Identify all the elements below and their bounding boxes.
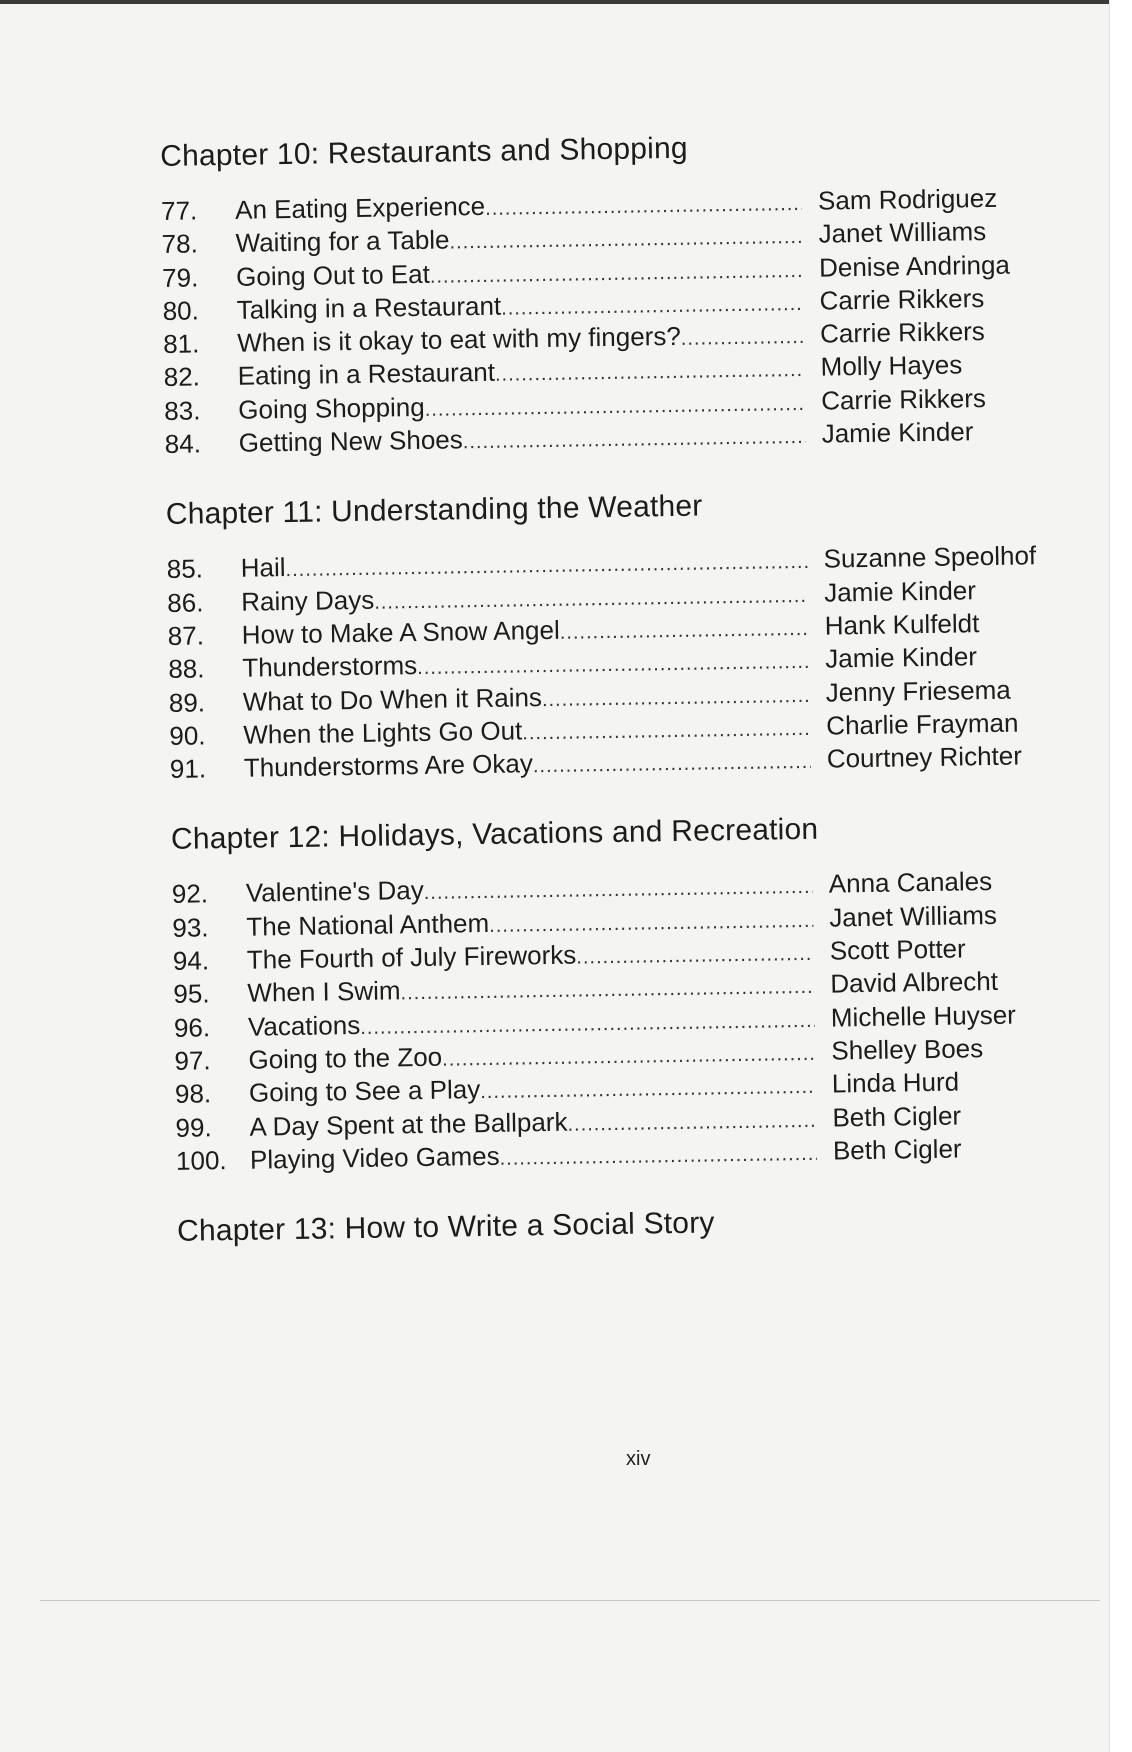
entry-title: Hail	[240, 552, 286, 584]
dot-leader	[374, 585, 808, 615]
entry-title: Playing Video Games	[249, 1140, 500, 1175]
entry-author: Janet Williams	[829, 899, 998, 933]
entry-title: Going to See a Play	[248, 1074, 481, 1108]
entry-number: 84.	[164, 428, 202, 460]
entry-title: Valentine's Day	[245, 875, 424, 909]
dot-leader	[501, 293, 804, 321]
entry-title: When I Swim	[247, 975, 401, 1009]
entry-number: 81.	[162, 328, 200, 360]
entry-author: Sam Rodriguez	[817, 182, 998, 216]
dot-leader	[430, 260, 804, 289]
entry-title: Eating in a Restaurant	[237, 357, 496, 392]
entry-author: Beth Cigler	[832, 1100, 962, 1133]
chapter-title: Chapter 13: How to Write a Social Story	[176, 1206, 715, 1248]
entry-author: Anna Canales	[828, 866, 993, 900]
entry-number: 93.	[172, 912, 209, 943]
entry-author: Carrie Rikkers	[820, 382, 987, 416]
entry-number: 80.	[162, 295, 200, 326]
entry-author: David Albrecht	[830, 966, 999, 999]
entry-number: 96.	[173, 1011, 211, 1043]
dot-leader	[681, 326, 805, 351]
dot-leader	[533, 751, 811, 778]
dot-leader	[360, 1009, 815, 1039]
chapter-title: Chapter 10: Restaurants and Shopping	[160, 131, 689, 173]
entry-author: Michelle Huyser	[830, 999, 1017, 1033]
dot-leader	[480, 1076, 816, 1104]
chapter-10	[160, 126, 1065, 462]
entry-number: 94.	[172, 945, 210, 976]
entry-author: Janet Williams	[818, 216, 987, 249]
entry-number: 90.	[169, 720, 206, 751]
entry-title: How to Make A Snow Angel	[241, 614, 560, 650]
entry-title: What to Do When it Rains	[242, 681, 543, 717]
entry-author: Carrie Rikkers	[819, 316, 986, 349]
entry-number: 85.	[166, 553, 204, 585]
entry-number: 95.	[173, 978, 210, 1010]
entry-number: 78.	[161, 228, 199, 260]
entry-author: Charlie Frayman	[826, 707, 1019, 741]
entry-title: Talking in a Restaurant	[236, 290, 502, 325]
page-number: xiv	[626, 1448, 651, 1470]
dot-leader	[442, 1043, 816, 1072]
entry-number: 98.	[174, 1078, 212, 1110]
entry-number: 88.	[168, 653, 205, 685]
entry-title: Going Shopping	[238, 391, 425, 425]
dot-leader	[463, 426, 806, 454]
dot-leader	[424, 876, 813, 905]
dot-leader	[522, 718, 810, 746]
entry-author: Denise Andringa	[818, 249, 1011, 283]
dot-leader	[449, 226, 802, 255]
entry-number: 79.	[161, 262, 199, 293]
entry-title: Vacations	[247, 1009, 361, 1042]
entry-number: 92.	[171, 878, 209, 910]
entry-title: When is it okay to eat with my fingers?	[236, 321, 682, 358]
entry-number: 91.	[169, 753, 207, 785]
dot-leader	[400, 976, 814, 1005]
entry-author: Courtney Richter	[826, 740, 1023, 774]
chapter-title: Chapter 12: Holidays, Vacations and Recreation	[170, 813, 819, 857]
entry-author: Hank Kulfeldt	[824, 608, 980, 641]
dot-leader	[542, 684, 810, 711]
dot-leader	[425, 393, 806, 422]
entry-title: The National Anthem	[246, 907, 490, 942]
bottom-rule	[40, 1600, 1100, 1601]
dot-leader	[560, 618, 809, 645]
chapter-13	[177, 1201, 1077, 1249]
entry-number: 83.	[164, 395, 201, 426]
entry-title: Going Out to Eat	[235, 258, 431, 292]
chapter-12	[171, 809, 1076, 1179]
entry-author: Suzanne Speolhof	[823, 540, 1037, 575]
entry-author: Scott Potter	[829, 933, 966, 966]
dot-leader	[567, 1109, 816, 1136]
entry-title: Thunderstorms Are Okay	[243, 748, 534, 783]
entry-author: Jenny Friesema	[825, 674, 1011, 708]
entry-title: Rainy Days	[241, 584, 375, 617]
dot-leader	[489, 910, 814, 938]
dot-leader	[576, 943, 814, 970]
entry-title: Going to the Zoo	[248, 1041, 443, 1075]
dot-leader	[417, 651, 809, 680]
dot-leader	[495, 359, 805, 387]
entry-number: 100.	[175, 1144, 227, 1176]
entry-author: Carrie Rikkers	[819, 282, 985, 316]
entry-number: 87.	[167, 620, 205, 651]
table-of-contents	[160, 126, 1078, 1285]
entry-title: Thunderstorms	[242, 650, 418, 684]
entry-author: Linda Hurd	[831, 1066, 960, 1099]
dot-leader	[485, 193, 802, 221]
entry-title: A Day Spent at the Ballpark	[249, 1106, 568, 1142]
entry-number: 89.	[168, 686, 206, 718]
entry-author: Beth Cigler	[832, 1133, 962, 1166]
chapter-title: Chapter 11: Understanding the Weather	[165, 489, 703, 532]
entry-title: Waiting for a Table	[235, 224, 450, 259]
page-right-edge	[1109, 0, 1132, 1752]
entry-number: 99.	[175, 1111, 212, 1143]
entry-author: Molly Hayes	[820, 349, 963, 383]
entry-title: An Eating Experience	[234, 190, 486, 225]
entry-number: 77.	[160, 195, 198, 226]
entry-title: When the Lights Go Out	[243, 715, 523, 750]
dot-leader	[499, 1143, 817, 1171]
chapter-11	[166, 484, 1070, 787]
page-top-edge	[0, 0, 1132, 4]
entry-number: 97.	[174, 1045, 211, 1076]
entry-author: Jamie Kinder	[824, 641, 978, 674]
entry-author: Shelley Boes	[831, 1033, 984, 1066]
entry-author: Jamie Kinder	[821, 416, 974, 449]
entry-title: Getting New Shoes	[238, 424, 463, 458]
entry-author: Jamie Kinder	[823, 574, 977, 608]
entry-number: 82.	[163, 361, 201, 393]
entry-title: The Fourth of July Fireworks	[246, 939, 577, 975]
entry-number: 86.	[167, 587, 204, 618]
